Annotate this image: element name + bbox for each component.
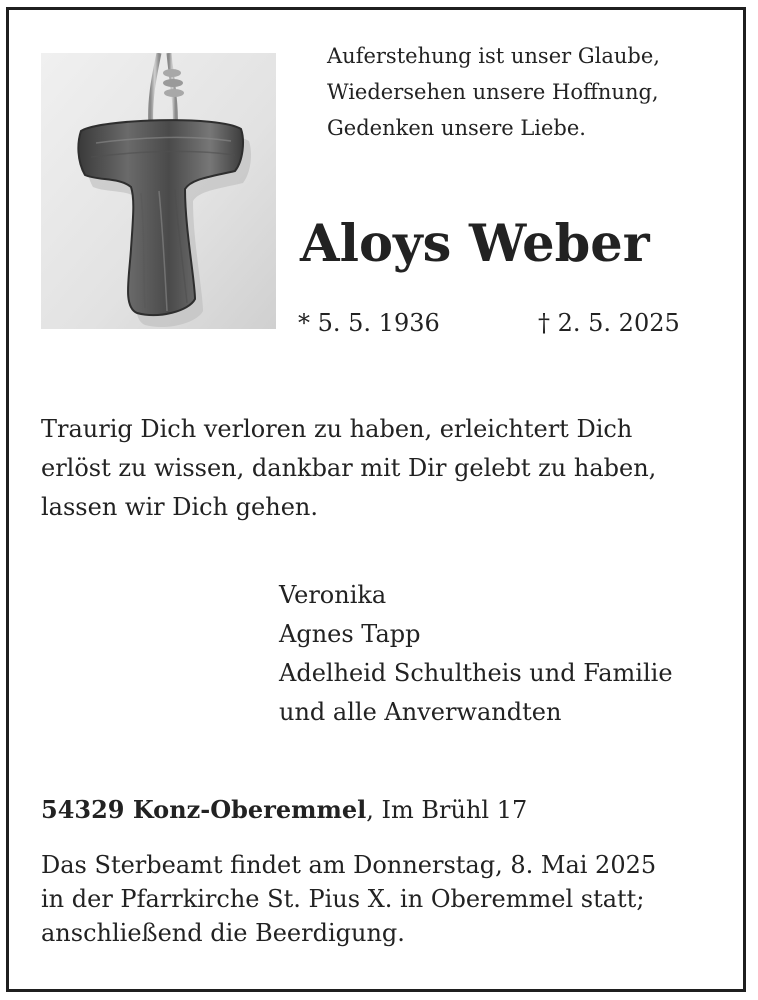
mourner-name: Agnes Tapp	[279, 620, 421, 648]
deceased-name: Aloys Weber	[300, 214, 650, 274]
sorrow-text	[41, 410, 656, 527]
sorrow-line: Traurig Dich verloren zu haben, erleichtert Dich	[41, 415, 633, 443]
sorrow-line: lassen wir Dich gehen.	[41, 493, 318, 521]
service-line: in der Pfarrkirche St. Pius X. in Oberemmel statt;	[41, 885, 645, 913]
tau-cross-photo	[41, 53, 276, 329]
mourners-list	[279, 576, 673, 732]
service-info	[41, 848, 656, 950]
address-street: , Im Brühl 17	[366, 796, 528, 824]
service-line: anschließend die Beerdigung.	[41, 919, 405, 947]
sorrow-line: erlöst zu wissen, dankbar mit Dir gelebt zu haben,	[41, 454, 657, 482]
quote-line: Auferstehung ist unser Glaube,	[327, 44, 660, 68]
birth-date: * 5. 5. 1936	[298, 309, 440, 337]
death-date: † 2. 5. 2025	[538, 309, 680, 337]
service-line: Das Sterbeamt findet am Donnerstag, 8. Mai 2025	[41, 851, 657, 879]
quote-line: Gedenken unsere Liebe.	[327, 116, 586, 140]
tau-cross-icon	[41, 53, 276, 329]
mourner-name: Adelheid Schultheis und Familie	[279, 659, 673, 687]
mourner-name: und alle Anverwandten	[279, 698, 562, 726]
quote-text	[327, 38, 660, 146]
quote-line: Wiedersehen unsere Hoffnung,	[327, 80, 659, 104]
address	[41, 795, 527, 824]
mourner-name: Veronika	[279, 581, 387, 609]
address-city: 54329 Konz-Oberemmel	[41, 795, 367, 824]
